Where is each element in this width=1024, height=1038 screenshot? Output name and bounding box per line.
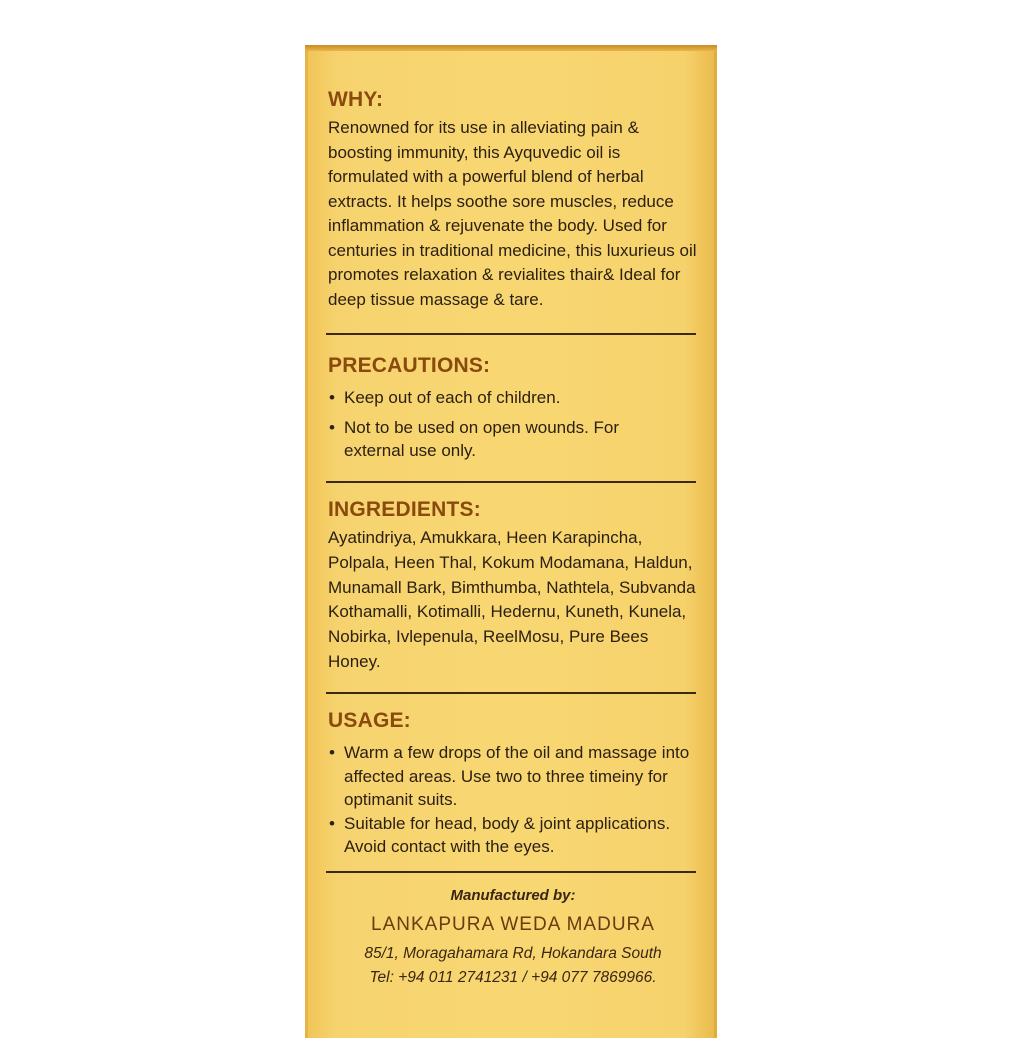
manufacturer-section: [328, 887, 698, 990]
manufacturer-name: LANKAPURA WEDA MADURA: [371, 914, 655, 935]
why-text: Renowned for its use in alleviating pain & boosting immunity, this Ayquvedic oil is formulated with a powerful blend of herbal extracts. It helps soothe sore muscles, reduce inflammation & rejuvenate the body. Used for centuries in traditional medicine, this luxurieus oil promotes relaxation & revialites thair& Ideal for deep tissue massage & tare.: [328, 118, 697, 309]
manufacturer-phone: Tel: +94 011 2741231 / +94 077 7869966.: [369, 969, 657, 986]
divider: [326, 692, 696, 694]
precaution-item: • Not to be used on open wounds. For external use only.: [328, 416, 644, 463]
divider: [326, 333, 696, 335]
divider: [326, 481, 696, 483]
precautions-section: [328, 354, 698, 463]
usage-heading: USAGE:: [328, 709, 411, 732]
box-top-edge: [305, 45, 717, 51]
precautions-heading: PRECAUTIONS:: [328, 354, 491, 377]
precaution-item: • Keep out of each of children.: [328, 386, 698, 410]
usage-section: [328, 709, 698, 859]
ingredients-text: Ayatindriya, Amukkara, Heen Karapincha, Polpala, Heen Thal, Kokum Modamana, Haldun, Munamall Bark, Bimthumba, Nathtela, Subvanda Kothamalli, Kotimalli, Hedernu, Kuneth, Kunela, Nobirka, Ivlepenula, ReelMosu, Pure Bees Honey.: [328, 528, 696, 671]
why-heading: WHY:: [328, 88, 384, 111]
why-section: [328, 88, 698, 312]
manufactured-by-label: Manufactured by:: [450, 887, 576, 904]
usage-item: • Suitable for head, body & joint applications. Avoid contact with the eyes.: [328, 812, 698, 859]
usage-item: • Warm a few drops of the oil and massage into affected areas. Use two to three timeiny for optimanit suits.: [328, 741, 698, 812]
divider: [326, 871, 696, 873]
ingredients-heading: INGREDIENTS:: [328, 498, 481, 521]
ingredients-section: [328, 498, 698, 675]
manufacturer-address: 85/1, Moragahamara Rd, Hokandara South: [364, 945, 662, 962]
